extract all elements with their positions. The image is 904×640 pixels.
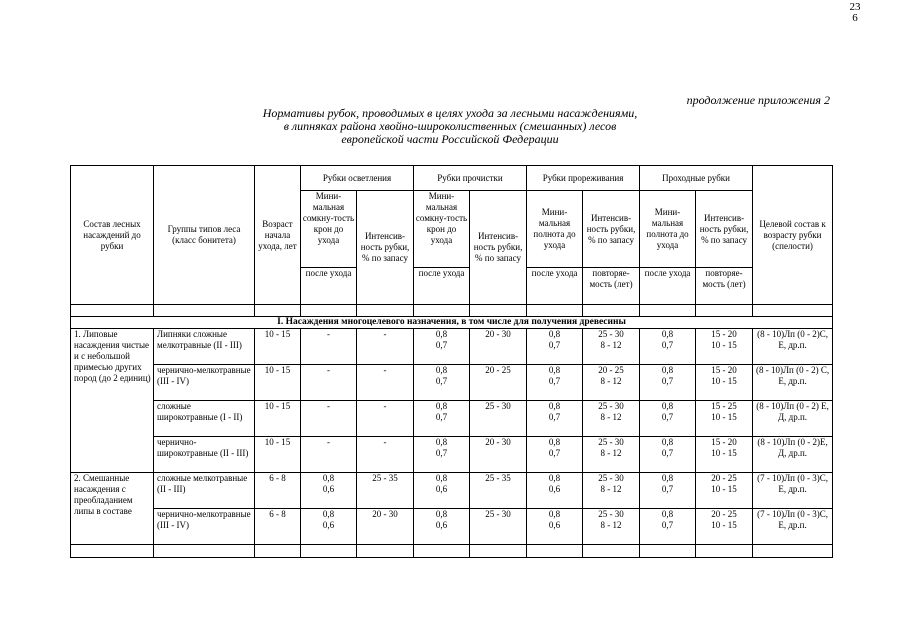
empty-cell [470, 545, 527, 558]
header-intensity-clean: Интенсив-ность рубки, % по запасу [470, 191, 527, 305]
target-cell: (7 - 10)Лп (0 - 3)С, Е, др.п. [753, 509, 833, 545]
pass-density-cell: 0,8 0,7 [640, 437, 696, 473]
page-number-line1: 23 [849, 1, 861, 13]
header-min-density-thin: Мини-мальная полнота до ухода [527, 191, 583, 268]
empty-cell [154, 305, 255, 317]
clean-intensity-cell: 20 - 30 [470, 329, 527, 365]
target-cell: (8 - 10)Лп (0 - 2)С, Е, др.п. [753, 329, 833, 365]
empty-cell [357, 305, 414, 317]
norms-table [70, 165, 833, 558]
thin-intensity-cell: 25 - 30 8 - 12 [583, 401, 640, 437]
title-line-3: европейской части Российской Федерации [341, 132, 559, 146]
empty-cell [255, 545, 301, 558]
pass-density-cell: 0,8 0,7 [640, 329, 696, 365]
table-row [71, 365, 833, 401]
header-clarification: Рубки осветления [301, 166, 414, 191]
empty-cell [753, 305, 833, 317]
header-after-care-clar: после ухода [301, 268, 357, 305]
clean-intensity-cell: 20 - 30 [470, 437, 527, 473]
empty-cell [696, 305, 753, 317]
page-number-line2: 6 [852, 12, 858, 24]
pass-intensity-cell: 15 - 25 10 - 15 [696, 401, 753, 437]
thin-intensity-cell: 20 - 25 8 - 12 [583, 365, 640, 401]
header-passing: Проходные рубки [640, 166, 753, 191]
age-cell: 10 - 15 [255, 365, 301, 401]
clar-canopy-cell: - [301, 437, 357, 473]
header-after-care-thin: после ухода [527, 268, 583, 305]
header-min-density-pass: Мини-мальная полнота до ухода [640, 191, 696, 268]
forest-type-cell: сложные широкотравные (I - II) [154, 401, 255, 437]
table-row [71, 329, 833, 365]
clar-intensity-cell: - [357, 401, 414, 437]
thin-intensity-cell: 25 - 30 8 - 12 [583, 329, 640, 365]
empty-cell [357, 545, 414, 558]
header-intensity-pass: Интенсив-ность рубки, % по запасу [696, 191, 753, 268]
thin-intensity-cell: 25 - 30 8 - 12 [583, 437, 640, 473]
header-min-canopy-clean: Мини-мальная сомкну-тость крон до ухода [414, 191, 470, 268]
target-cell: (8 - 10)Лп (0 - 2) Е, Д, др.п. [753, 401, 833, 437]
age-cell: 10 - 15 [255, 401, 301, 437]
clar-intensity-cell: - [357, 329, 414, 365]
table-row [71, 473, 833, 509]
title-line-1: Нормативы рубок, проводимых в целях ухода за лесными насаждениями, [262, 106, 638, 120]
header-after-care-pass: после ухода [640, 268, 696, 305]
page-number [840, 2, 870, 24]
empty-cell [583, 305, 640, 317]
table-row [71, 401, 833, 437]
thin-intensity-cell: 25 - 30 8 - 12 [583, 473, 640, 509]
pass-intensity-cell: 20 - 25 10 - 15 [696, 509, 753, 545]
forest-type-cell: чернично-мелкотравные (III - IV) [154, 365, 255, 401]
pass-intensity-cell: 20 - 25 10 - 15 [696, 473, 753, 509]
header-cleaning: Рубки прочистки [414, 166, 527, 191]
age-cell: 6 - 8 [255, 473, 301, 509]
header-intensity-clar: Интенсив-ность рубки, % по запасу [357, 191, 414, 305]
header-intensity-thin: Интенсив-ность рубки, % по запасу [583, 191, 640, 268]
continuation-label: продолжение приложения 2 [686, 93, 830, 107]
empty-cell [696, 545, 753, 558]
clean-intensity-cell: 25 - 30 [470, 509, 527, 545]
thin-density-cell: 0,8 0,6 [527, 473, 583, 509]
header-composition: Состав лесных насаждений до рубки [71, 166, 154, 305]
clean-canopy-cell: 0,8 0,7 [414, 329, 470, 365]
empty-cell [301, 305, 357, 317]
thin-density-cell: 0,8 0,7 [527, 329, 583, 365]
group-name: 2. Смешанные насаждения с преобладанием липы в составе [71, 473, 154, 545]
target-cell: (7 - 10)Лп (0 - 3)С, Е, др.п. [753, 473, 833, 509]
empty-cell [414, 545, 470, 558]
pass-intensity-cell: 15 - 20 10 - 15 [696, 329, 753, 365]
clar-canopy-cell: 0,8 0,6 [301, 509, 357, 545]
empty-cell [583, 545, 640, 558]
header-repeat-pass: повторяе-мость (лет) [696, 268, 753, 305]
header-forest-groups: Группы типов леса (класс бонитета) [154, 166, 255, 305]
clar-canopy-cell: - [301, 365, 357, 401]
thin-density-cell: 0,8 0,7 [527, 401, 583, 437]
empty-cell [753, 545, 833, 558]
clar-intensity-cell: 25 - 35 [357, 473, 414, 509]
clar-intensity-cell: - [357, 365, 414, 401]
target-cell: (8 - 10)Лп (0 - 2) С, Е, др.п. [753, 365, 833, 401]
age-cell: 10 - 15 [255, 437, 301, 473]
thin-density-cell: 0,8 0,7 [527, 437, 583, 473]
clean-intensity-cell: 25 - 35 [470, 473, 527, 509]
thin-density-cell: 0,8 0,7 [527, 365, 583, 401]
header-start-age: Возраст начала ухода, лет [255, 166, 301, 305]
forest-type-cell: чернично-мелкотравные (III - IV) [154, 509, 255, 545]
pass-density-cell: 0,8 0,7 [640, 365, 696, 401]
target-cell: (8 - 10)Лп (0 - 2)Е, Д, др.п. [753, 437, 833, 473]
pass-density-cell: 0,8 0,7 [640, 473, 696, 509]
empty-cell [470, 305, 527, 317]
clean-canopy-cell: 0,8 0,7 [414, 365, 470, 401]
table-row [71, 437, 833, 473]
empty-cell [71, 305, 154, 317]
clean-canopy-cell: 0,8 0,7 [414, 401, 470, 437]
pass-intensity-cell: 15 - 20 10 - 15 [696, 365, 753, 401]
empty-cell [71, 545, 154, 558]
clar-intensity-cell: - [357, 437, 414, 473]
header-thinning: Рубки прореживания [527, 166, 640, 191]
clar-canopy-cell: - [301, 329, 357, 365]
empty-cell [301, 545, 357, 558]
thin-density-cell: 0,8 0,6 [527, 509, 583, 545]
pass-density-cell: 0,8 0,7 [640, 401, 696, 437]
clean-intensity-cell: 20 - 25 [470, 365, 527, 401]
empty-cell [527, 305, 583, 317]
age-cell: 6 - 8 [255, 509, 301, 545]
empty-cell [255, 305, 301, 317]
clean-canopy-cell: 0,8 0,7 [414, 437, 470, 473]
clean-intensity-cell: 25 - 30 [470, 401, 527, 437]
clean-canopy-cell: 0,8 0,6 [414, 509, 470, 545]
header-after-care-clean: после ухода [414, 268, 470, 305]
empty-cell [154, 545, 255, 558]
forest-type-cell: чернично-широкотравные (II - III) [154, 437, 255, 473]
clar-canopy-cell: - [301, 401, 357, 437]
title-line-2: в липняках района хвойно-широколиственных (смешанных) лесов [283, 119, 617, 133]
empty-cell [414, 305, 470, 317]
clar-intensity-cell: 20 - 30 [357, 509, 414, 545]
forest-type-cell: сложные мелкотравные (II - III) [154, 473, 255, 509]
clean-canopy-cell: 0,8 0,6 [414, 473, 470, 509]
pass-intensity-cell: 15 - 20 10 - 15 [696, 437, 753, 473]
pass-density-cell: 0,8 0,7 [640, 509, 696, 545]
thin-intensity-cell: 25 - 30 8 - 12 [583, 509, 640, 545]
empty-cell [527, 545, 583, 558]
header-target: Целевой состав к возрасту рубки (спелости) [753, 166, 833, 305]
age-cell: 10 - 15 [255, 329, 301, 365]
header-repeat-thin: повторяе-мость (лет) [583, 268, 640, 305]
header-min-canopy-clar: Мини-мальная сомкну-тость крон до ухода [301, 191, 357, 268]
document-title [200, 107, 700, 146]
group-name: 1. Липовые насаждения чистые и с небольшой примесью других пород (до 2 единиц) [71, 329, 154, 473]
empty-cell [640, 305, 696, 317]
clar-canopy-cell: 0,8 0,6 [301, 473, 357, 509]
table-row [71, 509, 833, 545]
section-title: I. Насаждения многоцелевого назначения, в том числе для получения древесины [71, 317, 833, 329]
empty-cell [640, 545, 696, 558]
forest-type-cell: Липняки сложные мелкотравные (II - III) [154, 329, 255, 365]
